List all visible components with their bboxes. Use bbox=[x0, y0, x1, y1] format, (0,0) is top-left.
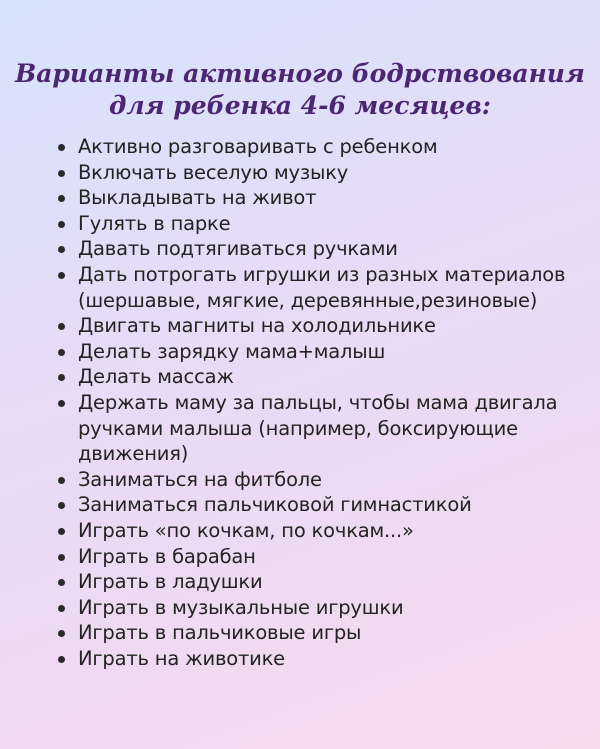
list-item bbox=[56, 646, 576, 672]
list-item bbox=[56, 390, 576, 467]
bullet-dot-icon bbox=[58, 246, 65, 253]
bullet-dot-icon bbox=[58, 630, 65, 637]
list-item-text: Играть в ладушки bbox=[78, 570, 263, 594]
list-item bbox=[56, 185, 576, 211]
bullet-dot-icon bbox=[58, 579, 65, 586]
list-item-text: Заниматься пальчиковой гимнастикой bbox=[78, 493, 472, 517]
list-item bbox=[56, 236, 576, 262]
bullet-dot-icon bbox=[58, 195, 65, 202]
title-line-2: для ребенка 4-6 месяцев: bbox=[109, 91, 491, 120]
list-item bbox=[56, 313, 576, 339]
list-item-text: Давать подтягиваться ручками bbox=[78, 237, 398, 261]
list-item bbox=[56, 364, 576, 390]
list-item-text: Играть в пальчиковые игры bbox=[78, 621, 362, 645]
list-item-text: Дать потрогать игрушки из разных материалов (шершавые, мягкие, деревянные,резиновые) bbox=[78, 262, 566, 312]
bullet-dot-icon bbox=[58, 605, 65, 612]
list-item bbox=[56, 492, 576, 518]
list-item-text: Включать веселую музыку bbox=[78, 160, 349, 184]
list-item bbox=[56, 518, 576, 544]
list-item-text: Активно разговаривать с ребенком bbox=[78, 135, 438, 158]
bullet-dot-icon bbox=[58, 170, 65, 177]
bullet-dot-icon bbox=[58, 272, 65, 279]
list-item-text: Играть «по кочкам, по кочкам...» bbox=[78, 518, 414, 542]
page-title bbox=[0, 58, 600, 122]
list-item-text: Играть в музыкальные игрушки bbox=[78, 595, 404, 619]
list-item bbox=[56, 467, 576, 493]
list-item bbox=[56, 211, 576, 237]
list-item bbox=[56, 160, 576, 186]
bullet-dot-icon bbox=[58, 502, 65, 509]
bullet-dot-icon bbox=[58, 477, 65, 484]
list-item-text: Играть в барабан bbox=[78, 544, 256, 568]
list-item bbox=[56, 339, 576, 365]
list-item bbox=[56, 595, 576, 621]
bullet-dot-icon bbox=[58, 656, 65, 663]
list-item bbox=[56, 134, 576, 160]
activity-list bbox=[56, 134, 576, 671]
bullet-dot-icon bbox=[58, 221, 65, 228]
list-item-text: Делать зарядку мама+малыш bbox=[78, 339, 386, 363]
list-item-text: Выкладывать на живот bbox=[78, 186, 317, 210]
list-item-text: Двигать магниты на холодильнике bbox=[78, 314, 436, 338]
list-item-text: Заниматься на фитболе bbox=[78, 467, 322, 491]
bullet-dot-icon bbox=[58, 144, 65, 151]
bullet-dot-icon bbox=[58, 323, 65, 330]
title-line-1: Варианты активного бодрствования bbox=[15, 59, 585, 88]
list-item-text: Играть на животике bbox=[78, 646, 285, 670]
list-item bbox=[56, 544, 576, 570]
list-item bbox=[56, 262, 576, 313]
list-item-text: Держать маму за пальцы, чтобы мама двигала ручками малыша (например, боксирующие движения) bbox=[78, 390, 558, 466]
bullet-dot-icon bbox=[58, 400, 65, 407]
bullet-dot-icon bbox=[58, 528, 65, 535]
bullet-dot-icon bbox=[58, 349, 65, 356]
list-item-text: Делать массаж bbox=[78, 365, 234, 389]
bullet-dot-icon bbox=[58, 554, 65, 561]
bullet-dot-icon bbox=[58, 374, 65, 381]
list-item bbox=[56, 620, 576, 646]
list-item bbox=[56, 569, 576, 595]
list-item-text: Гулять в парке bbox=[78, 211, 231, 235]
